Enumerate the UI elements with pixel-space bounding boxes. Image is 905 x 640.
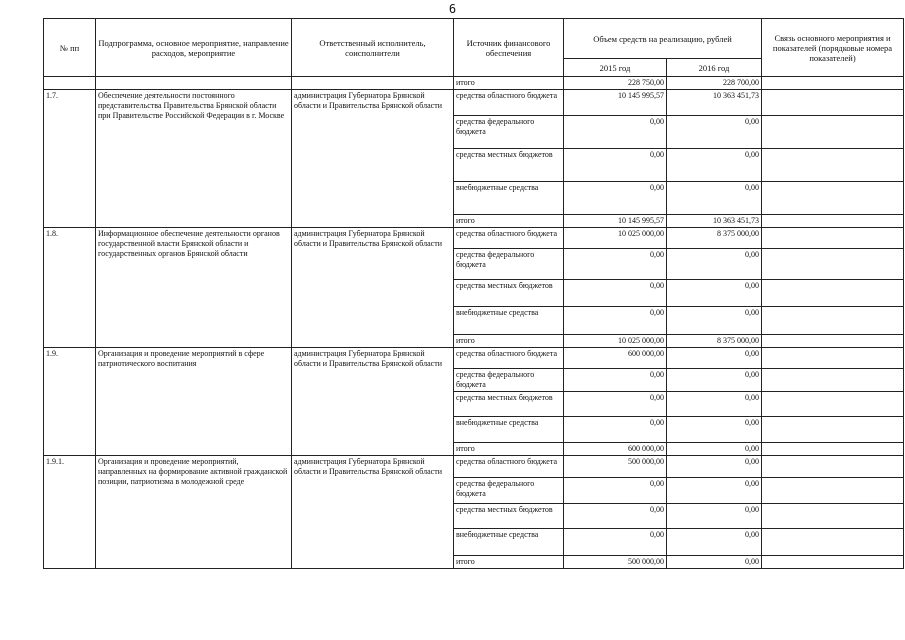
item-number: 1.9. <box>44 348 96 456</box>
item-executor: администрация Губернатора Брянской области и Правительства Брянской области <box>292 456 454 569</box>
value-2016: 10 363 451,73 <box>667 90 762 116</box>
item-number: 1.9.1. <box>44 456 96 569</box>
table-row <box>44 228 904 249</box>
funding-source: средства местных бюджетов <box>454 149 564 182</box>
value-2015: 0,00 <box>564 478 667 504</box>
value-2015: 0,00 <box>564 369 667 392</box>
header-source: Источник финансового обеспечения <box>454 19 564 77</box>
value-2015: 600 000,00 <box>564 348 667 369</box>
link-cell <box>762 335 904 348</box>
item-executor: администрация Губернатора Брянской области и Правительства Брянской области <box>292 348 454 456</box>
table-row <box>44 348 904 369</box>
value-2015: 10 025 000,00 <box>564 228 667 249</box>
link-cell <box>762 369 904 392</box>
value-2016: 0,00 <box>667 417 762 443</box>
value-2016: 0,00 <box>667 249 762 280</box>
link-cell <box>762 348 904 369</box>
link-cell <box>762 149 904 182</box>
header-year-2016: 2016 год <box>667 59 762 77</box>
header-volume: Объем средств на реализацию, рублей <box>564 19 762 59</box>
funding-source: внебюджетные средства <box>454 417 564 443</box>
total-2015: 228 750,00 <box>564 77 667 90</box>
funding-source: средства областного бюджета <box>454 456 564 478</box>
page-number: 6 <box>448 2 457 16</box>
link-cell <box>762 504 904 529</box>
value-2016: 0,00 <box>667 280 762 307</box>
link-cell <box>762 280 904 307</box>
cell-empty <box>762 77 904 90</box>
value-2015: 0,00 <box>564 417 667 443</box>
link-cell <box>762 215 904 228</box>
funding-source: средства федерального бюджета <box>454 369 564 392</box>
funding-source: внебюджетные средства <box>454 182 564 215</box>
funding-source: средства областного бюджета <box>454 228 564 249</box>
total-label: итого <box>454 443 564 456</box>
total-2015: 10 025 000,00 <box>564 335 667 348</box>
value-2016: 0,00 <box>667 369 762 392</box>
header-name: Подпрограмма, основное мероприятие, направление расходов, мероприятие <box>96 19 292 77</box>
item-name: Информационное обеспечение деятельности органов государственной власти Брянской области и государственных органов Брянской области <box>96 228 292 348</box>
link-cell <box>762 249 904 280</box>
value-2016: 8 375 000,00 <box>667 228 762 249</box>
value-2016: 0,00 <box>667 456 762 478</box>
header-no: № пп <box>44 19 96 77</box>
total-2016: 0,00 <box>667 443 762 456</box>
cell-empty <box>44 77 96 90</box>
funding-source: средства местных бюджетов <box>454 280 564 307</box>
value-2016: 0,00 <box>667 116 762 149</box>
link-cell <box>762 443 904 456</box>
table-row <box>44 90 904 116</box>
link-cell <box>762 456 904 478</box>
total-label: итого <box>454 215 564 228</box>
funding-source: средства местных бюджетов <box>454 392 564 417</box>
header-link: Связь основного мероприятия и показателей (порядковые номера показателей) <box>762 19 904 77</box>
funding-source: внебюджетные средства <box>454 529 564 556</box>
funding-source: внебюджетные средства <box>454 307 564 335</box>
header-year-2015: 2015 год <box>564 59 667 77</box>
value-2015: 0,00 <box>564 392 667 417</box>
funding-source: средства областного бюджета <box>454 348 564 369</box>
value-2015: 0,00 <box>564 307 667 335</box>
link-cell <box>762 182 904 215</box>
value-2015: 500 000,00 <box>564 456 667 478</box>
value-2015: 0,00 <box>564 249 667 280</box>
link-cell <box>762 556 904 569</box>
funding-source: средства областного бюджета <box>454 90 564 116</box>
funding-source: средства федерального бюджета <box>454 249 564 280</box>
total-2016: 0,00 <box>667 556 762 569</box>
link-cell <box>762 478 904 504</box>
value-2016: 0,00 <box>667 504 762 529</box>
value-2015: 0,00 <box>564 280 667 307</box>
cell-empty <box>292 77 454 90</box>
item-executor: администрация Губернатора Брянской области и Правительства Брянской области <box>292 228 454 348</box>
value-2015: 10 145 995,57 <box>564 90 667 116</box>
value-2015: 0,00 <box>564 149 667 182</box>
total-2015: 10 145 995,57 <box>564 215 667 228</box>
funding-source: средства местных бюджетов <box>454 504 564 529</box>
value-2015: 0,00 <box>564 504 667 529</box>
item-number: 1.7. <box>44 90 96 228</box>
header-executor: Ответственный исполнитель, соисполнители <box>292 19 454 77</box>
total-2015: 600 000,00 <box>564 443 667 456</box>
link-cell <box>762 116 904 149</box>
table-row <box>44 456 904 478</box>
link-cell <box>762 529 904 556</box>
total-label: итого <box>454 556 564 569</box>
value-2015: 0,00 <box>564 116 667 149</box>
value-2015: 0,00 <box>564 529 667 556</box>
total-label: итого <box>454 77 564 90</box>
value-2016: 0,00 <box>667 182 762 215</box>
table-row <box>44 77 904 90</box>
item-name: Обеспечение деятельности постоянного представительства Правительства Брянской области при Правительстве Российской Федерации в г. Москве <box>96 90 292 228</box>
item-executor: администрация Губернатора Брянской области и Правительства Брянской области <box>292 90 454 228</box>
funding-source: средства федерального бюджета <box>454 478 564 504</box>
total-2016: 10 363 451,73 <box>667 215 762 228</box>
total-label: итого <box>454 335 564 348</box>
value-2015: 0,00 <box>564 182 667 215</box>
value-2016: 0,00 <box>667 348 762 369</box>
value-2016: 0,00 <box>667 307 762 335</box>
item-name: Организация и проведение мероприятий в сфере патриотического воспитания <box>96 348 292 456</box>
value-2016: 0,00 <box>667 478 762 504</box>
link-cell <box>762 90 904 116</box>
total-2015: 500 000,00 <box>564 556 667 569</box>
value-2016: 0,00 <box>667 149 762 182</box>
item-name: Организация и проведение мероприятий, направленных на формирование активной гражданской позиции, патриотизма в молодежной среде <box>96 456 292 569</box>
item-number: 1.8. <box>44 228 96 348</box>
funding-source: средства федерального бюджета <box>454 116 564 149</box>
link-cell <box>762 228 904 249</box>
total-2016: 8 375 000,00 <box>667 335 762 348</box>
cell-empty <box>96 77 292 90</box>
value-2016: 0,00 <box>667 529 762 556</box>
total-2016: 228 700,00 <box>667 77 762 90</box>
link-cell <box>762 417 904 443</box>
value-2016: 0,00 <box>667 392 762 417</box>
link-cell <box>762 307 904 335</box>
budget-table <box>43 18 904 569</box>
link-cell <box>762 392 904 417</box>
